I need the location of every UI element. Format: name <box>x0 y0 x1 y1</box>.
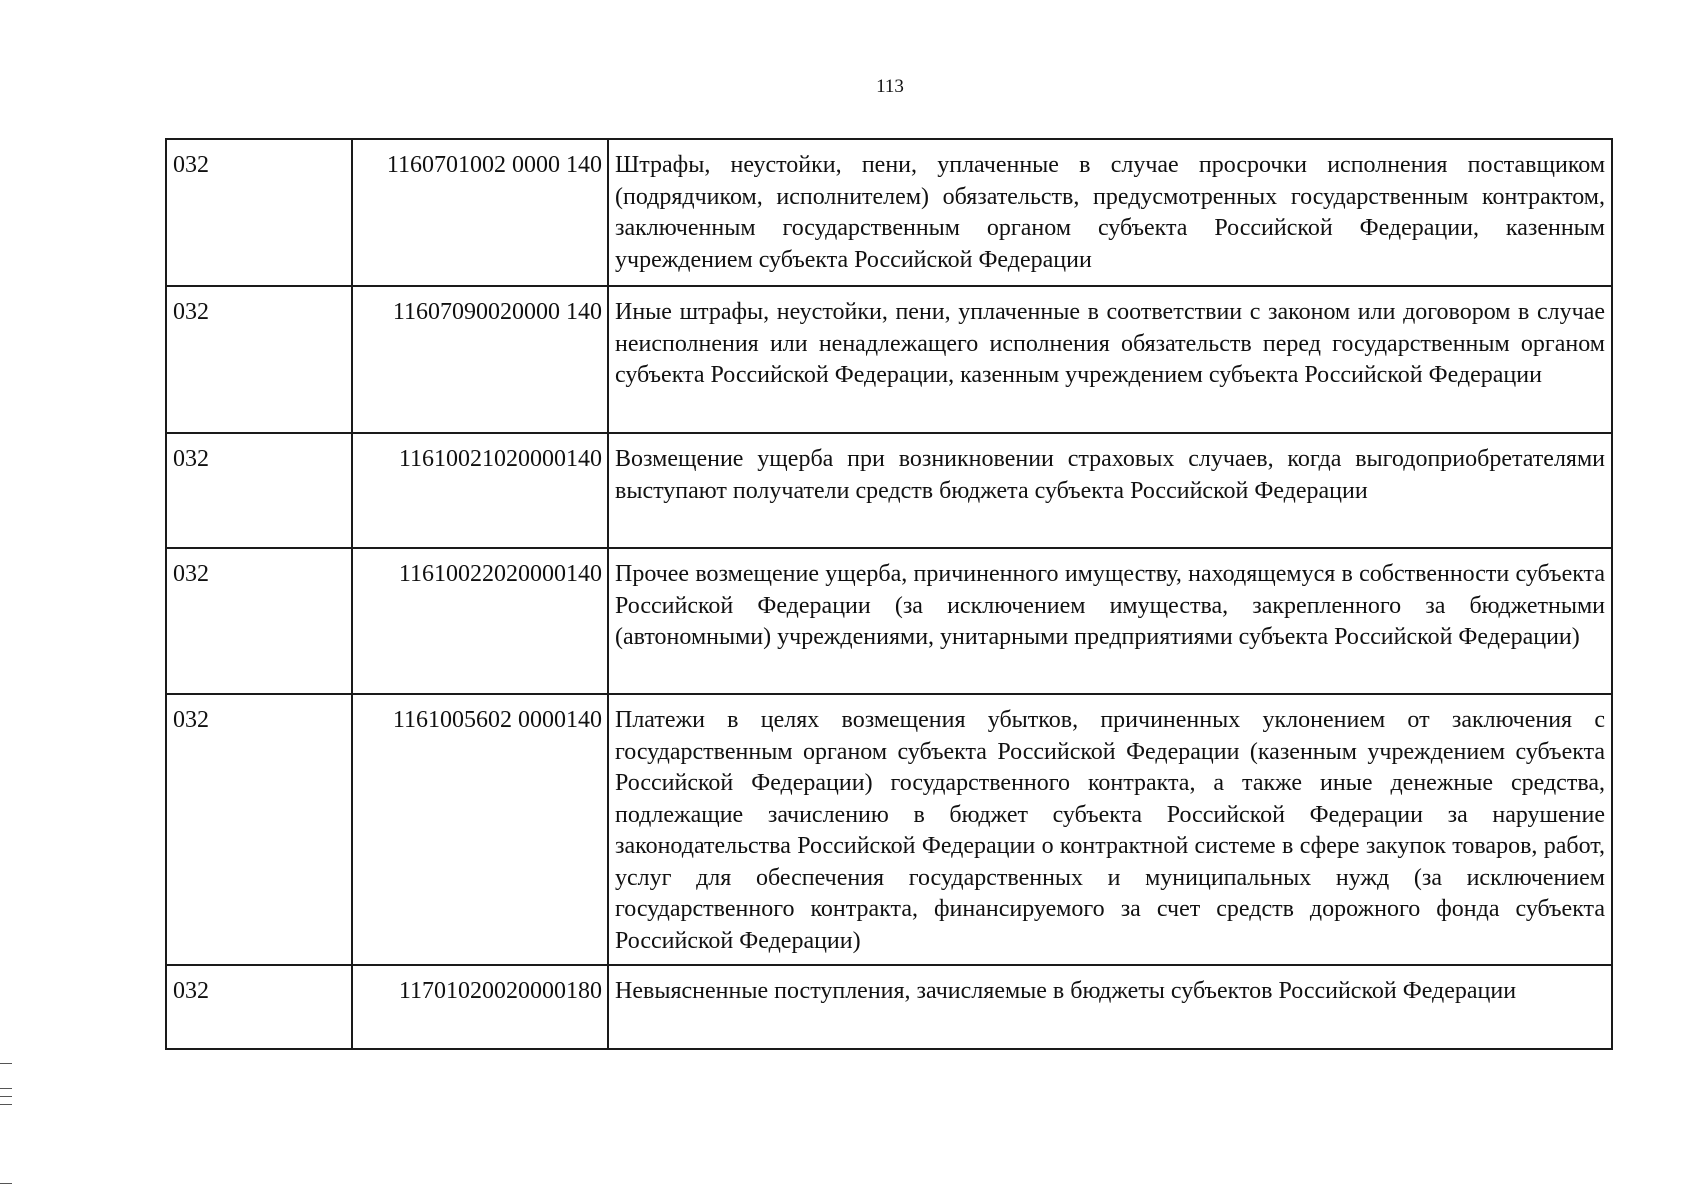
description-cell: Платежи в целях возмещения убытков, причиненных уклонением от заключения с государственным органом субъекта Российской Федерации (казенным учреждением субъекта Российской Федерации) государственного контракта, а также иные денежные средства, подлежащие зачислению в бюджет субъекта Российской Федерации за нарушение законодательства Российской Федерации о контрактной системе в сфере закупок товаров, работ, услуг для обеспечения государственных и муниципальных нужд (за исключением государственного контракта, финансируемого за счет средств дорожного фонда субъекта Российской Федерации) <box>608 694 1612 965</box>
revenue-code-cell: 11701020020000180 <box>352 965 608 1049</box>
admin-code-cell: 032 <box>166 139 352 286</box>
admin-code-cell: 032 <box>166 433 352 548</box>
description-cell: Прочее возмещение ущерба, причиненного имуществу, находящемуся в собственности субъекта Российской Федерации (за исключением имущества, закрепленного за бюджетными (автономными) учреждениями, унитарными предприятиями субъекта Российской Федерации) <box>608 548 1612 694</box>
margin-mark <box>0 1063 12 1064</box>
margin-mark <box>0 1183 12 1184</box>
revenue-code-cell: 11610021020000140 <box>352 433 608 548</box>
page-number: 113 <box>876 76 904 97</box>
table-row <box>166 139 1612 286</box>
revenue-code-cell: 1161005602 0000140 <box>352 694 608 965</box>
table-row <box>166 694 1612 965</box>
table-row <box>166 433 1612 548</box>
description-cell: Невыясненные поступления, зачисляемые в бюджеты субъектов Российской Федерации <box>608 965 1612 1049</box>
revenue-codes-table <box>165 138 1613 1050</box>
admin-code-cell: 032 <box>166 548 352 694</box>
description-cell: Возмещение ущерба при возникновении страховых случаев, когда выгодоприобретателями выступают получатели средств бюджета субъекта Российской Федерации <box>608 433 1612 548</box>
revenue-code-cell: 11607090020000 140 <box>352 286 608 433</box>
admin-code-cell: 032 <box>166 286 352 433</box>
revenue-code-cell: 1160701002 0000 140 <box>352 139 608 286</box>
table-row <box>166 548 1612 694</box>
margin-mark <box>0 1096 12 1097</box>
margin-mark <box>0 1104 12 1105</box>
table-row <box>166 965 1612 1049</box>
description-cell: Иные штрафы, неустойки, пени, уплаченные в соответствии с законом или договором в случае неисполнения или ненадлежащего исполнения обязательств перед государственным органом субъекта Российской Федерации, казенным учреждением субъекта Российской Федерации <box>608 286 1612 433</box>
admin-code-cell: 032 <box>166 694 352 965</box>
margin-mark <box>0 1088 12 1089</box>
description-cell: Штрафы, неустойки, пени, уплаченные в случае просрочки исполнения поставщиком (подрядчиком, исполнителем) обязательств, предусмотренных государственным контрактом, заключенным государственным органом субъекта Российской Федерации, казенным учреждением субъекта Российской Федерации <box>608 139 1612 286</box>
admin-code-cell: 032 <box>166 965 352 1049</box>
table-row <box>166 286 1612 433</box>
revenue-code-cell: 11610022020000140 <box>352 548 608 694</box>
